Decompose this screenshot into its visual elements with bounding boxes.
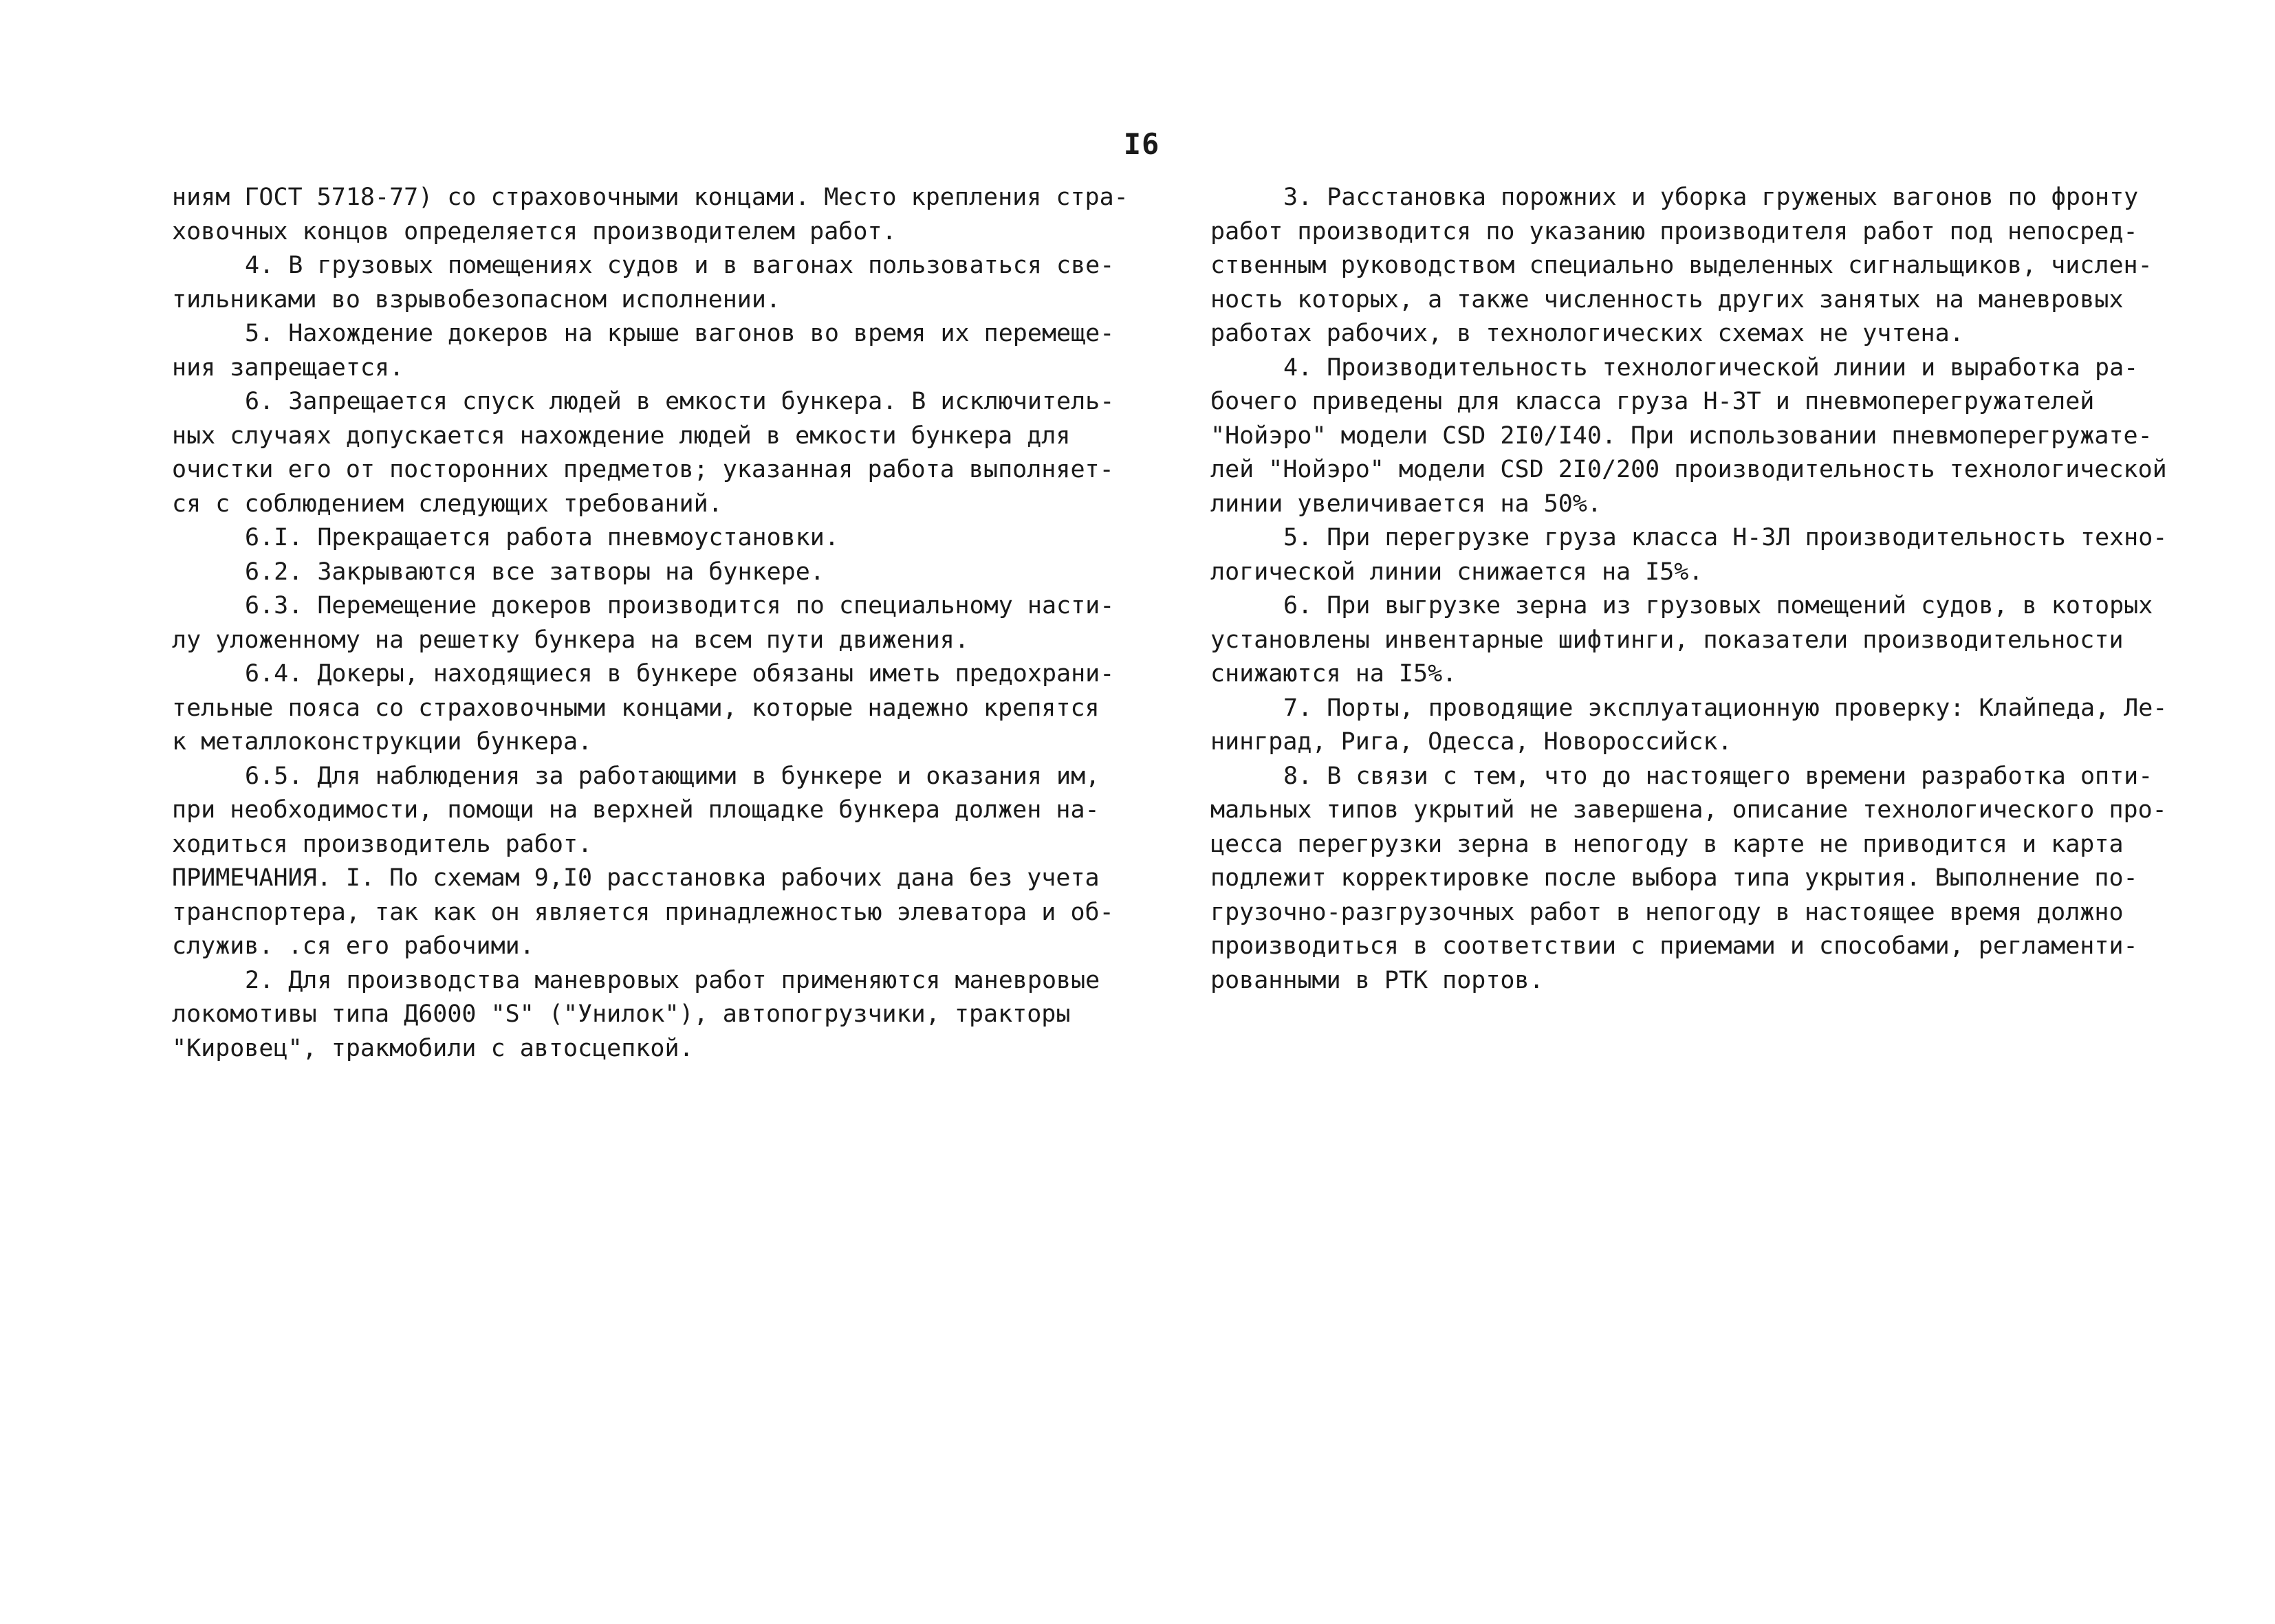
text-line: 8. В связи с тем, что до настоящего времени разработка опти- <box>1283 762 2153 790</box>
text-line: 7. Порты, проводящие эксплуатационную проверку: Клайпеда, Ле- <box>1283 694 2168 722</box>
text-line: 6.2. Закрываются все затворы на бункере. <box>245 558 825 586</box>
text-line: производиться в соответствии с приемами и способами, регламенти- <box>1210 932 2138 960</box>
text-line: 6.5. Для наблюдения за работающими в бункере и оказания им, <box>245 762 1100 790</box>
text-line: ПРИМЕЧАНИЯ. I. По схемам 9,I0 расстановка рабочих дана без учета <box>172 864 1100 892</box>
text-line: 6. При выгрузке зерна из грузовых помещений судов, в которых <box>1283 592 2153 619</box>
text-line: ных случаях допускается нахождение людей в емкости бункера для <box>172 421 1071 450</box>
text-line: установлены инвентарные шифтинги, показатели производительности <box>1210 626 2124 654</box>
text-line: "Кировец", тракмобили с автосцепкой. <box>172 1034 694 1062</box>
text-line: тельные пояса со страховочными концами, которые надежно крепятся <box>172 694 1100 722</box>
text-line: к металлоконструкции бункера. <box>172 728 593 756</box>
page-number: I6 <box>1123 127 1160 161</box>
text-line: ходиться производитель работ. <box>172 830 593 858</box>
text-line: 5. Нахождение докеров на крыше вагонов во время их перемеще- <box>245 320 1115 347</box>
text-line: работ производится по указанию производителя работ под непосред- <box>1210 217 2138 245</box>
text-line: 6.4. Докеры, находящиеся в бункере обязаны иметь предохрани- <box>245 660 1115 688</box>
text-line: 5. При перегрузке груза класса Н-3Л производительность техно- <box>1283 524 2168 551</box>
text-line: 4. В грузовых помещениях судов и в вагонах пользоваться све- <box>245 252 1115 279</box>
text-line: цесса перегрузки зерна в непогоду в карте не приводится и карта <box>1210 830 2124 858</box>
text-line: локомотивы типа Д6000 "S" ("Унилок"), автопогрузчики, тракторы <box>172 1000 1071 1028</box>
text-line: ся с соблюдением следующих требований. <box>172 490 723 518</box>
text-line: снижаются на I5%. <box>1210 660 1457 688</box>
text-line: лу уложенному на решетку бункера на всем пути движения. <box>172 626 969 654</box>
text-line: 2. Для производства маневровых работ применяются маневровые <box>245 966 1100 994</box>
text-line: работах рабочих, в технологических схемах не учтена. <box>1210 320 1964 347</box>
text-line: служив. .ся его рабочими. <box>172 932 534 960</box>
text-line: 3. Расстановка порожних и уборка груженых вагонов по фронту <box>1283 184 2139 211</box>
text-line: 6.I. Прекращается работа пневмоустановки. <box>245 524 839 551</box>
text-line: 6. Запрещается спуск людей в емкости бункера. В исключитель- <box>245 388 1115 415</box>
text-line: ния запрещается. <box>172 353 404 382</box>
text-line: 6.3. Перемещение докеров производится по специальному насти- <box>245 592 1115 619</box>
text-line: бочего приведены для класса груза Н-3Т и пневмоперегружателей <box>1210 388 2095 415</box>
text-line: мальных типов укрытий не завершена, описание технологического про- <box>1210 796 2167 824</box>
text-line: при необходимости, помощи на верхней площадке бункера должен на- <box>172 796 1100 824</box>
left-text-column <box>172 181 1162 1066</box>
text-line: рованными в РТК портов. <box>1210 966 1544 994</box>
text-line: грузочно-разгрузочных работ в непогоду в настоящее время должно <box>1210 898 2124 926</box>
text-line: ственным руководством специально выделенных сигнальщиков, числен- <box>1210 252 2153 279</box>
text-line: очистки его от посторонних предметов; указанная работа выполняет- <box>172 456 1114 483</box>
text-line: ниям ГОСТ 5718-77) со страховочными концами. Место крепления стра- <box>172 184 1129 211</box>
text-line: нинград, Рига, Одесса, Новороссийск. <box>1210 728 1732 756</box>
text-line: лей "Нойэро" модели CSD 2I0/200 производительность технологической <box>1210 456 2167 483</box>
text-line: логической линии снижается на I5%. <box>1210 558 1703 586</box>
text-line: "Нойэро" модели CSD 2I0/I40. При использовании пневмоперегружате- <box>1210 421 2153 450</box>
text-line: ность которых, а также численность других занятых на маневровых <box>1210 285 2124 314</box>
text-line: подлежит корректировке после выбора типа укрытия. Выполнение по- <box>1210 864 2138 892</box>
right-text-column <box>1210 181 2201 998</box>
text-line: 4. Производительность технологической линии и выработка ра- <box>1283 353 2139 382</box>
text-line: ховочных концов определяется производителем работ. <box>172 217 897 245</box>
text-line: транспортера, так как он является принадлежностью элеватора и об- <box>172 898 1114 926</box>
text-line: линии увеличивается на 50%. <box>1210 490 1602 518</box>
text-line: тильниками во взрывобезопасном исполнении. <box>172 285 781 314</box>
